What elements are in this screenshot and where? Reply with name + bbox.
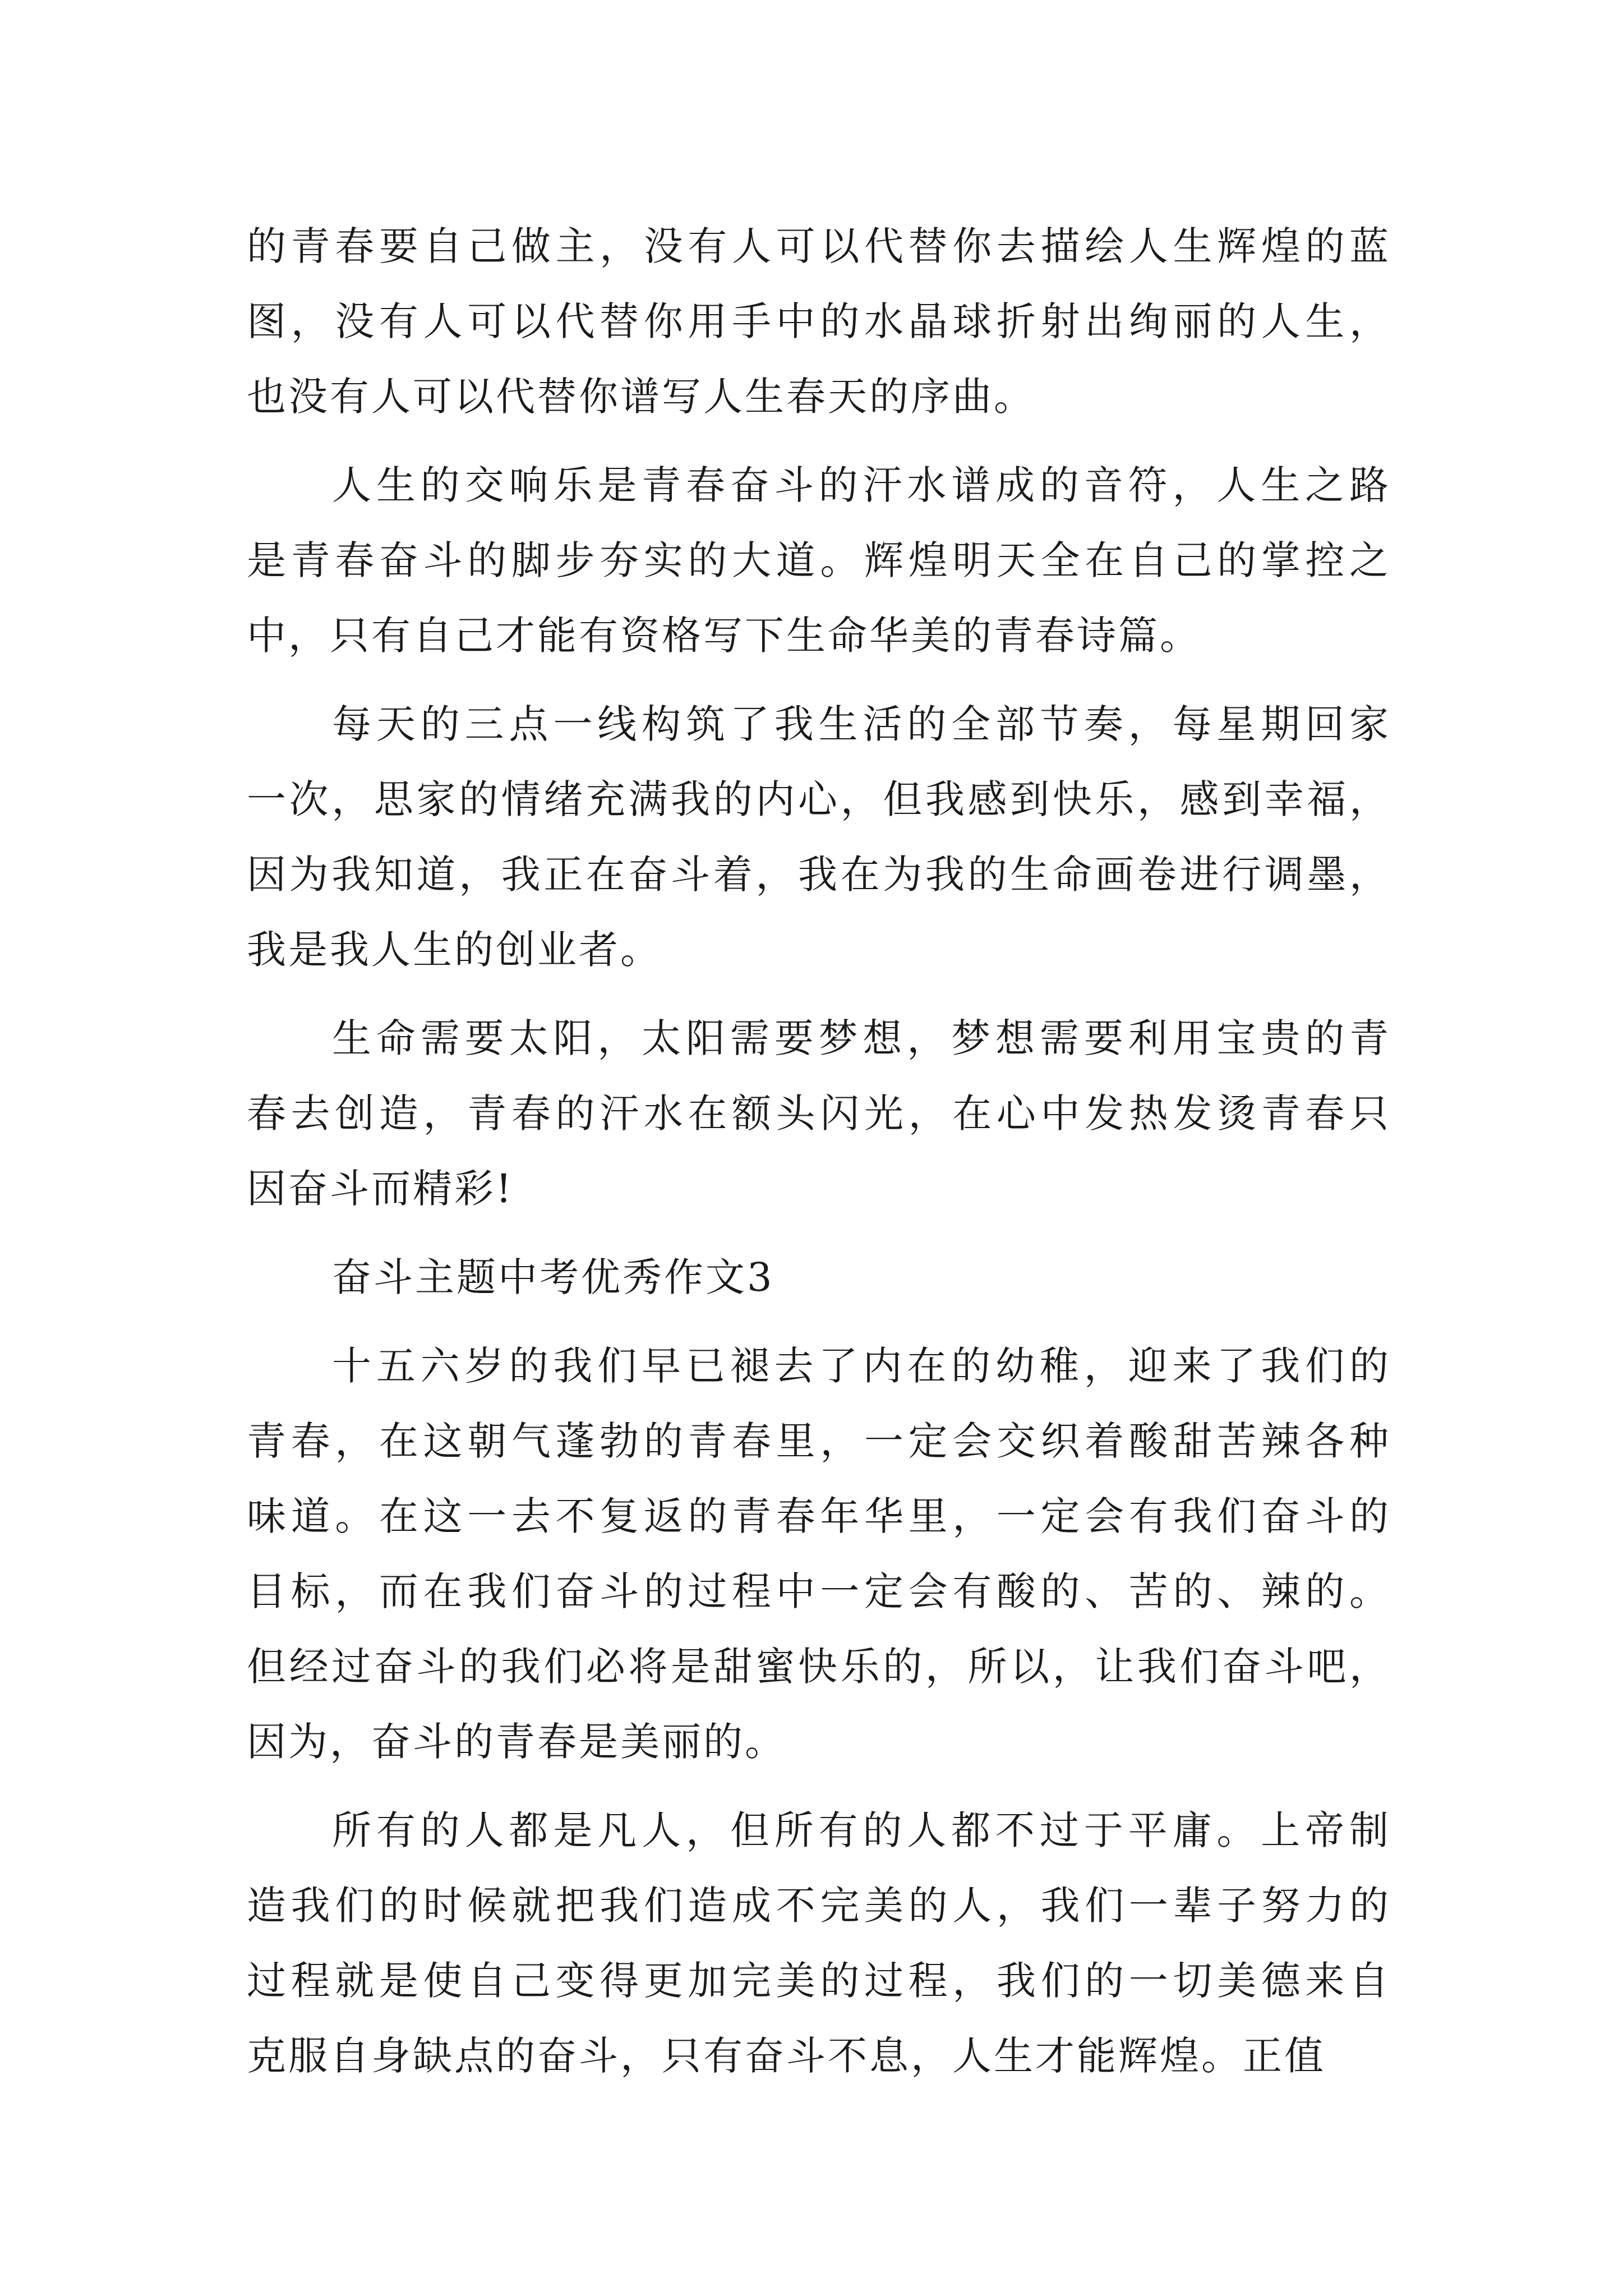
text-line: 克服自身缺点的奋斗，只有奋斗不息，人生才能辉煌。正值 [247, 2033, 1326, 2079]
paragraph [247, 1240, 1391, 1315]
text-line: 青春，在这朝气蓬勃的青春里，一定会交织着酸甜苦辣各种 [247, 1418, 1391, 1464]
text-line: 因为，奋斗的青春是美丽的。 [247, 1719, 786, 1765]
text-line: 味道。在这一去不复返的青春年华里，一定会有我们奋斗的 [247, 1493, 1391, 1539]
text-line: 因奋斗而精彩! [247, 1166, 514, 1212]
essay-body [247, 209, 1391, 2107]
paragraph [247, 448, 1391, 673]
text-line: 生命需要太阳，太阳需要梦想，梦想需要利用宝贵的青 [332, 1015, 1391, 1061]
text-line: 每天的三点一线构筑了我生活的全部节奏，每星期回家 [332, 701, 1391, 747]
text-line: 是青春奋斗的脚步夯实的大道。辉煌明天全在自己的掌控之 [247, 537, 1391, 583]
paragraph [247, 1328, 1391, 1779]
paragraph [247, 1793, 1391, 2093]
text-line: 过程就是使自己变得更加完美的过程，我们的一切美德来自 [247, 1958, 1391, 2004]
text-line: 十五六岁的我们早已褪去了内在的幼稚，迎来了我们的 [332, 1343, 1391, 1389]
text-line: 但经过奋斗的我们必将是甜蜜快乐的，所以，让我们奋斗吧， [247, 1644, 1391, 1690]
text-line: 造我们的时候就把我们造成不完美的人，我们一辈子努力的 [247, 1883, 1391, 1929]
text-line: 图，没有人可以代替你用手中的水晶球折射出绚丽的人生， [247, 298, 1391, 344]
text-line: 的青春要自己做主，没有人可以代替你去描绘人生辉煌的蓝 [247, 223, 1391, 269]
text-line: 一次，思家的情绪充满我的内心，但我感到快乐，感到幸福， [247, 776, 1391, 822]
paragraph [247, 687, 1391, 987]
text-line: 人生的交响乐是青春奋斗的汗水谱成的音符，人生之路 [332, 462, 1391, 508]
paragraph [247, 1001, 1391, 1226]
text-line: 也没有人可以代替你谱写人生春天的序曲。 [247, 374, 1035, 420]
text-line: 所有的人都是凡人，但所有的人都不过于平庸。上帝制 [332, 1807, 1391, 1853]
text-line: 因为我知道，我正在奋斗着，我在为我的生命画卷进行调墨， [247, 852, 1391, 898]
text-line: 目标，而在我们奋斗的过程中一定会有酸的、苦的、辣的。 [247, 1568, 1391, 1614]
text-line: 春去创造，青春的汗水在额头闪光，在心中发热发烫青春只 [247, 1091, 1391, 1137]
text-line: 奋斗主题中考优秀作文3 [332, 1254, 774, 1300]
paragraph [247, 209, 1391, 434]
text-line: 中，只有自己才能有资格写下生命华美的青春诗篇。 [247, 613, 1201, 659]
text-line: 我是我人生的创业者。 [247, 927, 662, 973]
